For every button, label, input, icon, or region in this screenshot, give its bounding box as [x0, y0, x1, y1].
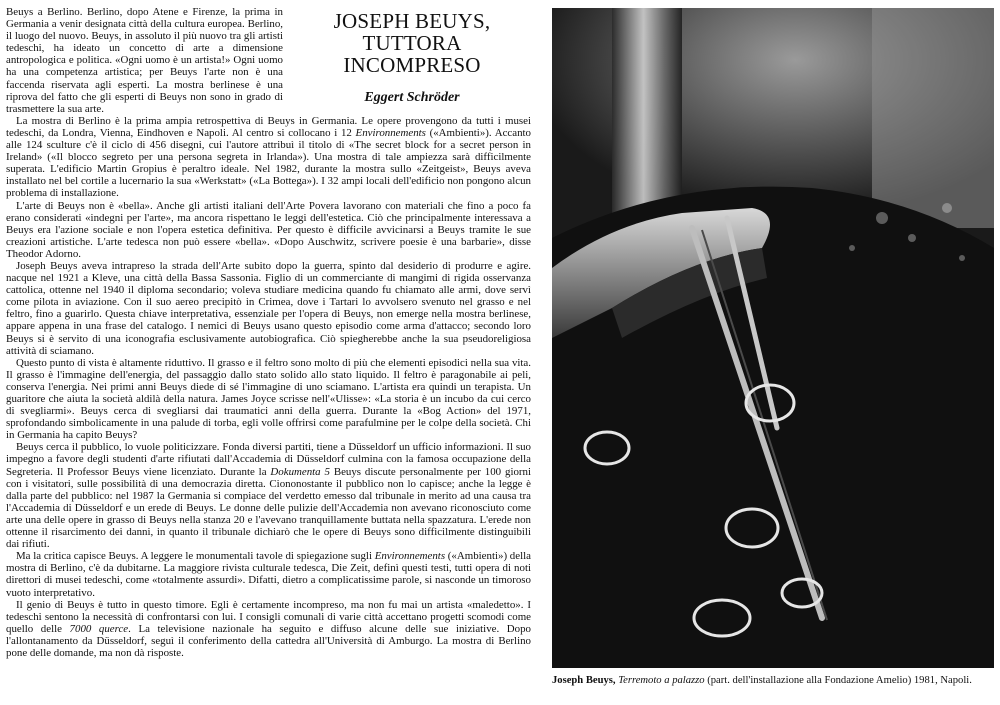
paragraph-text: L'arte di Beuys non è «bella». Anche gli artisti italiani dell'Arte Povera lavorano con materiali che fino a poco fa erano considerati «indegni per l'arte», ma ancora rispettano le leggi dell'estetica. Ciò che principalmente interessava a Beuys era l'azione sociale e non l'opera estetica definitiva. Per questo è difficile avvicinarsi a Beuys tramite le sue creazioni artistiche. L'arte tedesca non può essere «bella». «Dopo Auschwitz, scrivere poesie è una barbarie», disse Theodor Adorno.: [6, 199, 531, 260]
paragraph-text: Il genio di Beuys è tutto in questo timore. Egli è certamente incompreso, ma non fu mai un artista «maledetto». I tedeschi sentono la necessità di confrontarsi con lui. I consigli comunali di varie città accettano progetti scomodi come quello delle: [6, 598, 531, 635]
paragraph-text: Beuys a Berlino. Berlino, dopo Atene e Firenze, la prima in Germania a venir designata città della cultura europea. Berlino, il luogo del nuovo. Beuys, in assoluto il più nuovo tra gli artisti tedeschi, ha ideato un concetto di arte a dimensione antropologica e politica. «Ogni uomo è un artista!» Ogni uomo ha una competenza artistica; per Beuys l'arte non è una faccenda riservata agli esperti. La mostra berlinese è una riprova del fatto che gli esperti di Beuys non sono in grado di trasmettere la sua arte.: [6, 6, 283, 115]
paragraph-text: Questo punto di vista è altamente riduttivo. Il grasso e il feltro sono molto di più che elementi episodici nella sua vita. Il grasso è l'immagine dell'energia, del passaggio dallo stato solido allo stato liquido. Il feltro è paragonabile ai peli, conserva l'energia. Nei primi anni Beuys diede di sé l'immagine di uno sciamano. L'artista era quindi un terapista. Un guaritore che aiuta la società aldilà della natura. James Joyce scrisse nell'«Ulisse»: «La storia è un incubo da cui cerco di svegliarmi». Beuys cerca di svegliarsi dai traumatici anni della guerra. Durante la «Bog Action» del 1971, sprofondando simbolicamente in una palude di torba, egli volle offrirsi come parafulmine per le colpe della società. Chi in Germania ha capito Beuys?: [6, 356, 531, 442]
caption-details: (part. dell'installazione alla Fondazione Amelio) 1981, Napoli.: [707, 675, 972, 686]
artwork-photo: [552, 8, 994, 668]
paragraph-text: . La televisione nazionale ha seguito e diffuso alcune delle sue iniziative. Dopo l'allontanamento da Düsseldorf, seguì il conferimento della cattedra all'Università di Amburgo. La mostra di Berlino pone delle domande, ma non dà risposte.: [6, 622, 531, 659]
caption-artist: Joseph Beuys,: [552, 675, 616, 686]
paragraph-text: Joseph Beuys aveva intrapreso la strada dell'Arte subito dopo la guerra, spinto dal desiderio di produrre e agire. nacque nel 1921 a Kleve, una città della Bassa Sassonia. Figlio di un commerciante di mangimi di rigida osservanza cattolica, ottenne nel 1940 il diploma secondario; voleva studiare medicina quando fu chiamato alle armi, dove servì come pilota in aviazione. Con il suo aereo precipitò in Crimea, dove i Tartari lo avvolsero svenuto nel grasso e nel feltro, fino a guarirlo. Questa chiave interpretativa, essenziale per l'opera di Beuys, non emerge nella mostra berlinese, appare appena in una frase del catalogo. I nemici di Beuys usano questo episodio come arma d'attacco; secondo loro Beuys si è servito di una iconografia esclusivamente autobiografica. Ciò spiegherebbe anche la sua pseudoreligiosa attività di sciamano.: [6, 259, 531, 357]
photo-illustration: [552, 8, 994, 668]
article-paragraph: [6, 599, 531, 659]
article-column: [6, 6, 531, 696]
paragraph-text: («Ambienti»). Accanto alle 124 sculture c'è il ciclo di 456 disegni, cui l'autore attribuì il titolo di «The secret block for a secret person in Ireland» («Il blocco segreto per una persona segreta in Irlanda»). Una mostra di tale ampiezza sarà difficilmente superata. L'edificio Martin Gropius è peraltro ideale. Nel 1982, durante la mostra sullo «Zeitgeist», Beuys aveva installato nel bel cortile a lucernario la sua «Werkstatt» («La Bottega»). I 32 ampi locali dell'edificio non pongono alcun problema di installazione.: [6, 126, 531, 200]
photo-caption: [552, 674, 998, 687]
paragraph-emphasis: Environnements: [374, 550, 446, 563]
article-paragraph: [6, 200, 531, 260]
article-paragraph: [6, 357, 531, 442]
title-line-1: JOSEPH BEUYS,: [333, 9, 491, 33]
caption-work-title: Terremoto a palazzo: [618, 675, 705, 686]
article-paragraph: [6, 550, 531, 598]
title-line-2: TUTTORA INCOMPRESO: [343, 31, 481, 77]
paragraph-emphasis: Environnements: [355, 126, 426, 139]
article-paragraph: [6, 115, 531, 200]
article-paragraph: [6, 260, 531, 357]
paragraph-emphasis: Dokumenta 5: [270, 465, 330, 478]
paragraph-text: La mostra di Berlino è la prima ampia retrospettiva di Beuys in Germania. Le opere provengono da tutti i musei tedeschi, da Londra, Vienna, Eindhoven e Napoli. Al centro si collocano i 12: [6, 114, 531, 139]
paragraph-emphasis: 7000 querce: [69, 622, 129, 635]
author-byline: Eggert Schröder: [364, 90, 460, 105]
article-paragraph: [6, 441, 531, 550]
paragraph-text: Ma la critica capisce Beuys. A leggere le monumentali tavole di spiegazione sugli: [16, 550, 375, 563]
paragraph-text: Beuys cerca il pubblico, lo vuole politicizzare. Fonda diversi partiti, tiene a Düsseldorf un ufficio informazioni. Il suo impegno a favore degli studenti d'arte rifiutati dall'Accademia di Düsseldorf culmina con la famosa occupazione della Segreteria. Il Professor Beuys viene licenziato. Durante la: [6, 441, 531, 478]
paragraph-text: Beuys discute personalmente per 100 giorni con i visitatori, sulle possibilità di una democrazia diretta. Ciononostante il pubblico non lo capisce; anche la legge è dalla parte del pubblico: nel 1987 la Germania si compiace del verdetto emesso dal tribunale in merito ad una causa tra l'Accademia di Düsseldorf e un erede di Beuys. Le donne delle pulizie dell'Accademia non avevano riconosciuto come arte una delle opere in grasso di Beuys nella stanza 20 e l'avevano tranquillamente buttata nella spazzatura. L'erede non ottenne il risarcimento dei danni, in quanto il tribunale dichiarò che le opere di Beuys sono difficilmente distinguibili dai rifiuti.: [6, 465, 531, 551]
headline-block: [293, 6, 531, 104]
paragraph-text: («Ambienti») della mostra di Berlino, c'è da dubitarne. La maggiore rivista culturale tedesca, Die Zeit, definì questi testi, tutti opera di noti direttori di musei tedeschi, come «totalmente assurdi». Difatti, dietro a complicatissime parole, si nasconde un timoroso vuoto interpretativo.: [6, 550, 531, 599]
article-title: [293, 10, 531, 76]
